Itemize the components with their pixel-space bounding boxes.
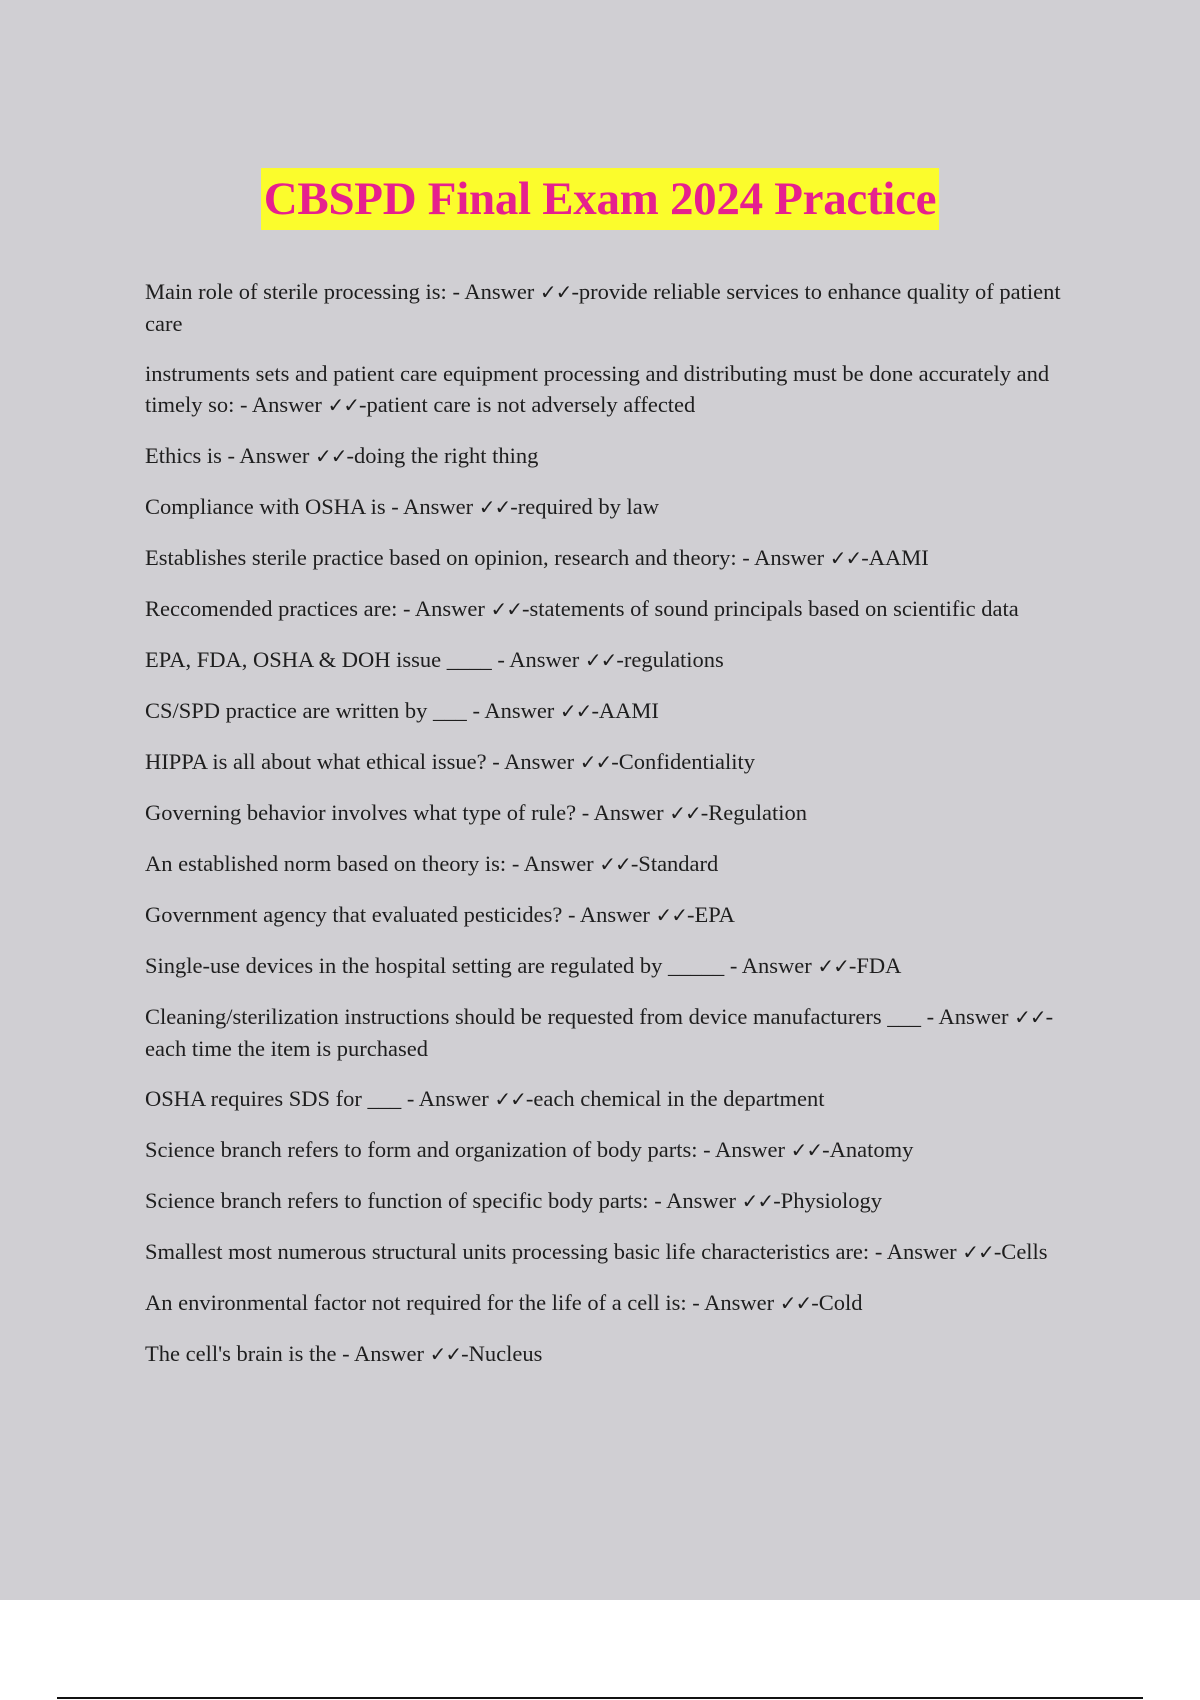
check-icon: ✓✓ (669, 801, 701, 825)
qa-item (145, 644, 1081, 676)
title-wrapper (0, 168, 1200, 230)
qa-item (145, 358, 1081, 421)
question-text: Smallest most numerous structural units processing basic life characteristics are: (145, 1239, 870, 1264)
answer-text: -doing the right thing (346, 443, 539, 468)
qa-item (145, 1134, 1081, 1166)
question-text: Single-use devices in the hospital setting are regulated by _____ (145, 953, 725, 978)
qa-item (145, 1287, 1081, 1319)
answer-separator: - Answer (466, 698, 560, 723)
check-icon: ✓✓ (584, 648, 617, 672)
check-icon: ✓✓ (539, 280, 572, 304)
question-text: Main role of sterile processing is: (145, 279, 447, 304)
qa-item (145, 593, 1081, 625)
answer-text: -statements of sound principals based on scientific data (521, 596, 1019, 621)
check-icon: ✓✓ (494, 1087, 526, 1111)
check-icon: ✓✓ (599, 852, 631, 876)
answer-text: -AAMI (591, 698, 659, 723)
qa-item (145, 950, 1081, 982)
footer-divider (57, 1697, 1143, 1699)
check-icon: ✓✓ (579, 750, 612, 774)
check-icon: ✓✓ (559, 699, 592, 723)
answer-text: -regulations (616, 647, 724, 672)
check-icon: ✓✓ (962, 1240, 994, 1264)
answer-separator: - Answer (385, 494, 479, 519)
answer-text: -Physiology (773, 1188, 882, 1213)
answer-separator: - Answer (697, 1137, 791, 1162)
qa-item (145, 1083, 1081, 1115)
question-text: An environmental factor not required for the life of a cell is: (145, 1290, 687, 1315)
answer-text: -Regulation (700, 800, 807, 825)
answer-separator: - Answer (397, 596, 491, 621)
check-icon: ✓✓ (327, 393, 359, 417)
check-icon: ✓✓ (741, 1189, 774, 1213)
question-text: Science branch refers to form and organization of body parts: (145, 1137, 698, 1162)
question-text: CS/SPD practice are written by ___ (145, 698, 467, 723)
check-icon: ✓✓ (829, 546, 862, 570)
question-text: EPA, FDA, OSHA & DOH issue ____ (145, 647, 492, 672)
check-icon: ✓✓ (779, 1291, 812, 1315)
qa-item (145, 440, 1081, 472)
answer-text: -Confidentiality (611, 749, 755, 774)
answer-separator: - Answer (576, 800, 670, 825)
check-icon: ✓✓ (314, 444, 347, 468)
qa-list (145, 276, 1081, 1389)
qa-item (145, 899, 1081, 931)
check-icon: ✓✓ (429, 1342, 462, 1366)
qa-item (145, 1236, 1081, 1268)
qa-item (145, 1338, 1081, 1370)
document-title: CBSPD Final Exam 2024 Practice (261, 168, 939, 230)
answer-text: -FDA (848, 953, 902, 978)
qa-item (145, 276, 1081, 339)
question-text: Governing behavior involves what type of rule? (145, 800, 577, 825)
answer-separator: - Answer (869, 1239, 963, 1264)
answer-separator: - Answer (506, 851, 600, 876)
check-icon: ✓✓ (478, 495, 511, 519)
answer-text: -each chemical in the department (525, 1086, 825, 1111)
question-text: Science branch refers to function of specific body parts: (145, 1188, 649, 1213)
qa-item (145, 542, 1081, 574)
answer-text: -Cells (993, 1239, 1048, 1264)
answer-separator: - Answer (446, 279, 540, 304)
answer-separator: - Answer (736, 545, 830, 570)
question-text: Compliance with OSHA is (145, 494, 386, 519)
answer-text: -AAMI (861, 545, 929, 570)
question-text: Establishes sterile practice based on opinion, research and theory: (145, 545, 737, 570)
check-icon: ✓✓ (490, 597, 522, 621)
question-text: HIPPA is all about what ethical issue? (145, 749, 487, 774)
answer-separator: - Answer (401, 1086, 495, 1111)
question-text: OSHA requires SDS for ___ (145, 1086, 402, 1111)
answer-text: -provide reliable services to enhance quality of patient care (145, 279, 1061, 336)
question-text: Government agency that evaluated pesticides? (145, 902, 563, 927)
answer-text: -Anatomy (822, 1137, 914, 1162)
answer-text: -Cold (811, 1290, 863, 1315)
question-text: Ethics is (145, 443, 222, 468)
qa-item (145, 848, 1081, 880)
question-text: An established norm based on theory is: (145, 851, 507, 876)
qa-item (145, 491, 1081, 523)
answer-separator: - Answer (724, 953, 818, 978)
answer-text: -each time the item is purchased (145, 1004, 1054, 1061)
question-text: instruments sets and patient care equipment processing and distributing must be done accurately and timely so: (145, 361, 1050, 417)
answer-text: -required by law (510, 494, 659, 519)
answer-text: -EPA (686, 902, 735, 927)
answer-text: -Standard (630, 851, 719, 876)
answer-separator: - Answer (234, 392, 328, 417)
answer-text: -Nucleus (461, 1341, 543, 1366)
answer-separator: - Answer (336, 1341, 430, 1366)
qa-item (145, 1185, 1081, 1217)
qa-item (145, 1001, 1081, 1064)
check-icon: ✓✓ (790, 1138, 823, 1162)
qa-item (145, 797, 1081, 829)
question-text: Reccomended practices are: (145, 596, 398, 621)
answer-separator: - Answer (648, 1188, 742, 1213)
check-icon: ✓✓ (1014, 1005, 1046, 1029)
answer-separator: - Answer (221, 443, 315, 468)
question-text: The cell's brain is the (145, 1341, 337, 1366)
question-text: Cleaning/sterilization instructions should be requested from device manufacturers ___ (145, 1004, 922, 1029)
answer-text: -patient care is not adversely affected (359, 392, 696, 417)
qa-item (145, 695, 1081, 727)
answer-separator: - Answer (562, 902, 656, 927)
answer-separator: - Answer (921, 1004, 1015, 1029)
answer-separator: - Answer (486, 749, 580, 774)
answer-separator: - Answer (686, 1290, 780, 1315)
check-icon: ✓✓ (817, 954, 849, 978)
answer-separator: - Answer (491, 647, 585, 672)
qa-item (145, 746, 1081, 778)
check-icon: ✓✓ (655, 903, 687, 927)
